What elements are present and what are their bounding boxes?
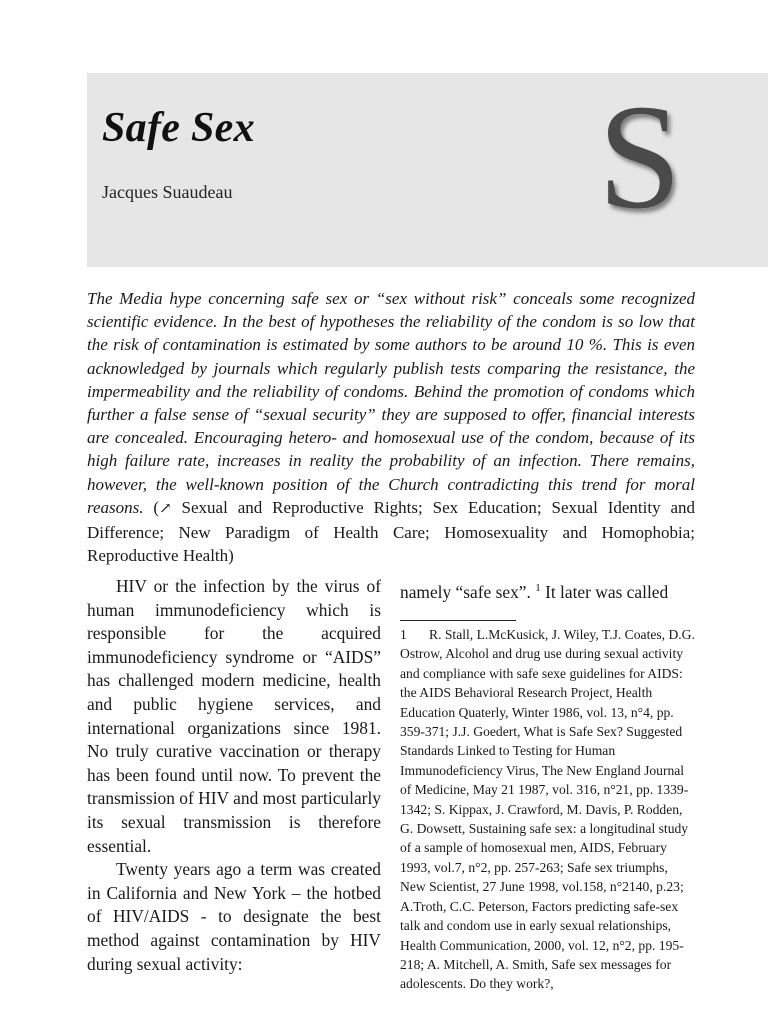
abstract <box>87 287 695 567</box>
footnote <box>400 625 696 994</box>
see-also-links[interactable]: Sexual and Reproductive Rights; Sex Education; Sexual Identity and Difference; New Paradigm of Health Care; Homosexuality and Homophobia; Reproductive Health) <box>87 497 696 566</box>
author-name: Jacques Suaudeau <box>102 182 233 202</box>
body-right-column-start <box>400 577 696 604</box>
footnote-text: R. Stall, L.McKusick, J. Wiley, T.J. Coates, D.G. Ostrow, Alcohol and drug use during sexual activity and compliance with safe sexe guidelines for AIDS: the AIDS Behavioral Research Project, Health Education Quaterly, Winter 1986, vol. 13, n°4, pp. 359-371; J.J. Goedert, What is Safe Sex? Suggested Standards Linked to Testing for Human Immunodeficiency Virus, The New England Journal of Medicine, May 21 1987, vol. 316, n°21, pp. 1339-1342; S. Kippax, J. Crawford, M. Davis, P. Rodden, G. Dowsett, Sustaining safe sex: a longitudinal study of a sample of homosexual men, AIDS, February 1993, vol.7, n°2, pp. 257-263; Safe sex triumphs, New Scientist, 27 June 1998, vol.158, n°2140, p.23; A.Troth, C.C. Peterson, Factors predicting safe-sex talk and condom use in early sexual relationships, Health Communication, 2000, vol. 12, n°2, pp. 195-218; A. Mitchell, A. Smith, Safe sex messages for adolescents. Do they work?, <box>400 627 695 992</box>
see-also-open-paren: ( <box>153 497 160 517</box>
drop-letter: S <box>598 74 682 240</box>
north-east-arrow-icon[interactable]: ↗ <box>159 500 172 517</box>
article-title: Safe Sex <box>102 105 255 151</box>
body-right-text-continued: It later was called <box>545 581 669 602</box>
abstract-text: The Media hype concerning safe sex or “sex without risk” conceals some recognized scientific evidence. In the best of hypotheses the reliability of the condom is so low that the risk of contamination is estimated by some authors to be around 10 %. This is even acknowledged by journals which regularly publish tests comparing the resistance, the impermeability and the reliability of condoms. Behind the promotion of condoms which further a false sense of “sexual security” they are supposed to offer, financial interests are concealed. Encouraging hetero- and homosexual use of the condom, because of its high failure rate, increases in reality the probability of an infection. There remains, however, the well-known position of the Church contradicting this trend for moral reasons. <box>87 289 695 517</box>
footnote-reference[interactable]: 1 <box>535 582 541 594</box>
body-right-text: namely “safe sex”. <box>400 581 531 602</box>
body-left-column <box>87 575 381 976</box>
footnote-number: 1 <box>400 627 407 642</box>
footnote-divider <box>400 620 516 621</box>
body-paragraph-1: HIV or the infection by the virus of human immunodeficiency which is responsible for the acquired immunodeficiency syndrome or “AIDS” has challenged modern medicine, health and public hygiene services, and international organizations since 1981. No truly curative vaccination or therapy has been found until now. To prevent the transmission of HIV and most particularly its sexual transmission is therefore essential. <box>87 576 381 856</box>
body-paragraph-2: Twenty years ago a term was created in California and New York – the hotbed of HIV/AIDS - to designate the best method against contamination by HIV during sexual activity: <box>87 859 381 974</box>
